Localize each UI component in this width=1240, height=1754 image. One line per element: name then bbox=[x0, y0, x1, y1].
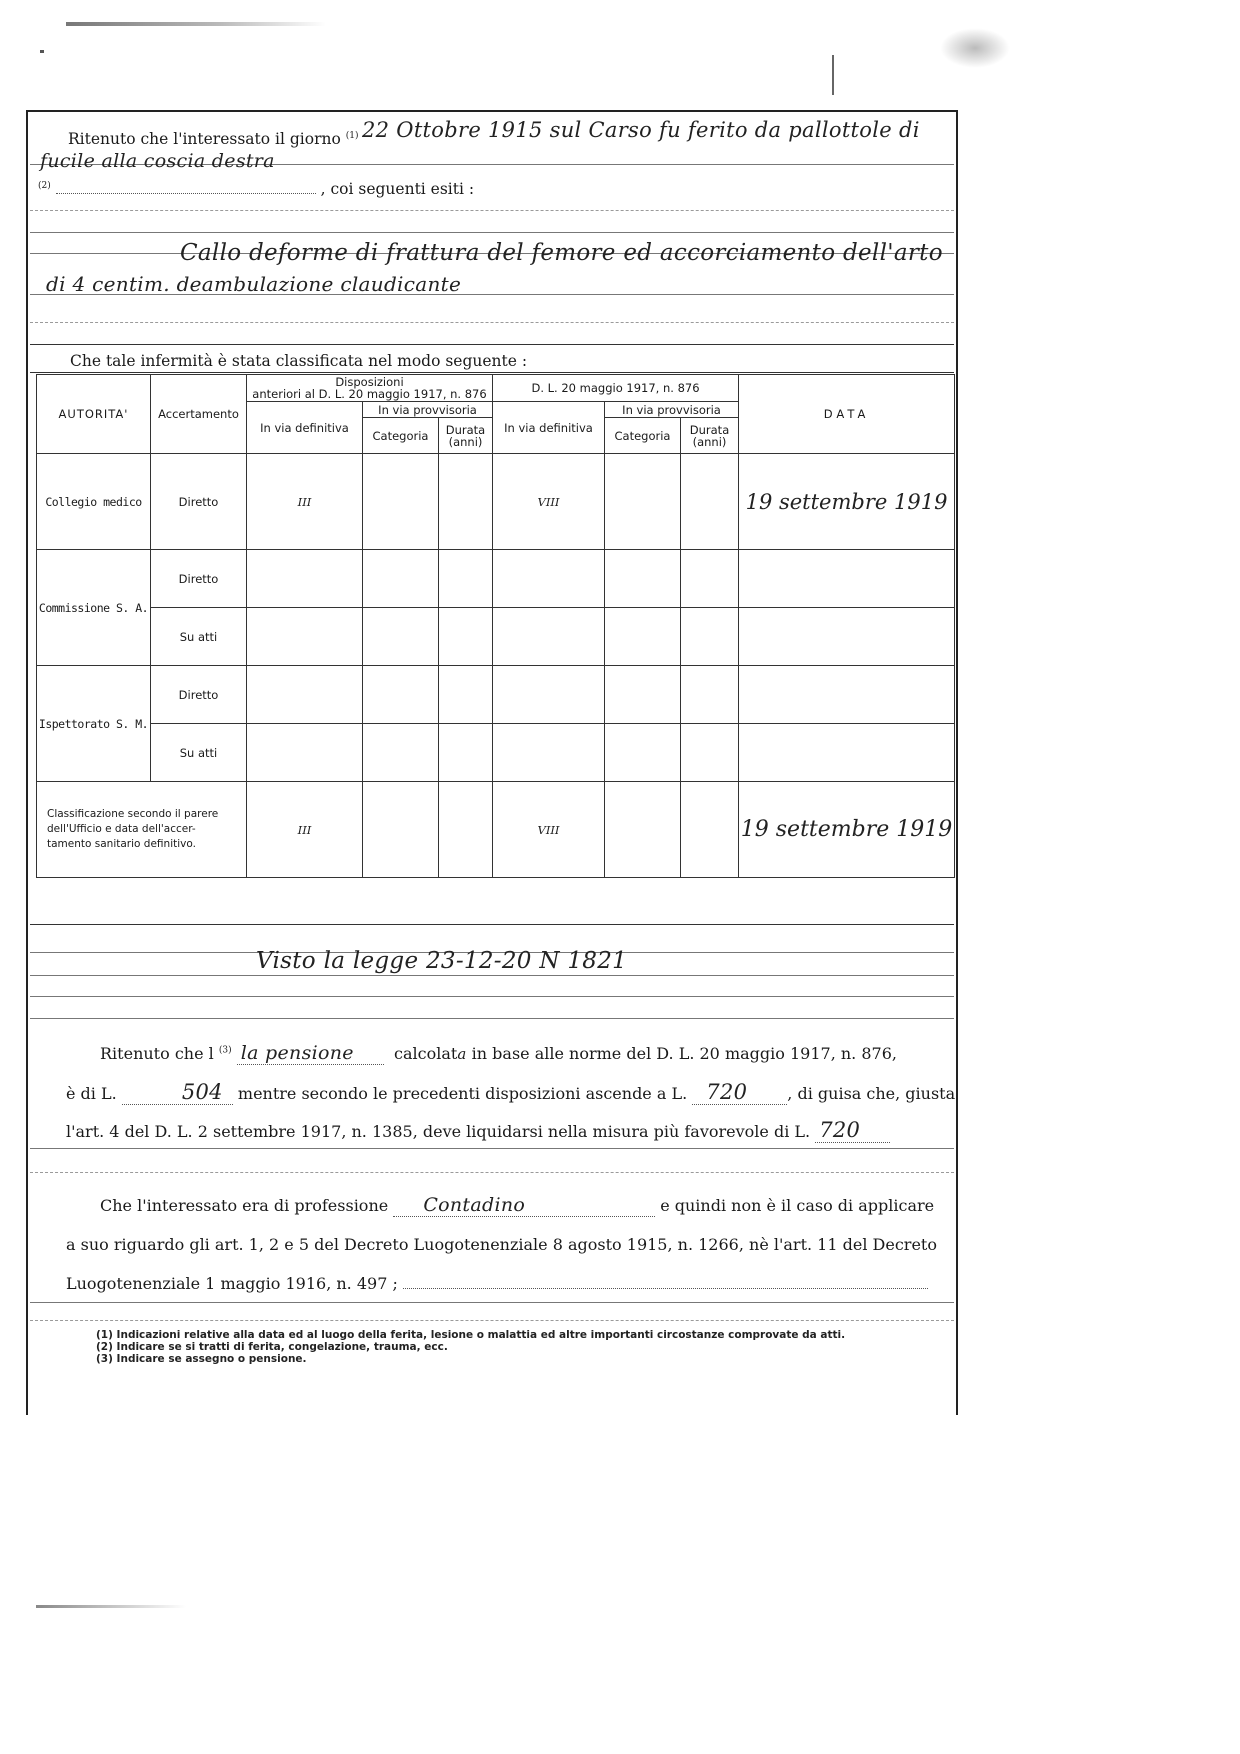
empty-cell bbox=[439, 724, 493, 782]
professione-blank bbox=[403, 1276, 928, 1289]
rule bbox=[30, 975, 954, 976]
empty-cell bbox=[605, 666, 681, 724]
ritenuto-prefix: Ritenuto che l'interessato il giorno $^{(1)}$ bbox=[68, 130, 359, 148]
empty-cell bbox=[439, 666, 493, 724]
giusta-text: , di guisa che, giusta bbox=[787, 1084, 956, 1103]
rule bbox=[30, 1018, 954, 1019]
speck bbox=[40, 50, 44, 53]
base-text: in base alle norme del D. L. 20 maggio 1917, n. 876, bbox=[471, 1044, 897, 1063]
calcolat-suffix: a bbox=[457, 1045, 467, 1063]
rule bbox=[30, 322, 954, 323]
accertamento-diretto: Diretto bbox=[151, 666, 247, 724]
rule bbox=[30, 232, 954, 233]
empty-cell bbox=[605, 724, 681, 782]
empty-cell bbox=[439, 550, 493, 608]
empty-cell bbox=[605, 608, 681, 666]
row-label-commissione: Commissione S. A. bbox=[37, 550, 151, 666]
empty-cell bbox=[681, 608, 739, 666]
ritenuto-che: Ritenuto che l bbox=[100, 1044, 214, 1063]
rule bbox=[30, 924, 954, 925]
accertamento-su-atti: Su atti bbox=[151, 608, 247, 666]
footnote-ref-2: (2) bbox=[38, 180, 51, 191]
importo-favorevole: 720 bbox=[815, 1118, 890, 1143]
header-disp-anteriori-line2: anteriori al D. L. 20 maggio 1917, n. 876 bbox=[252, 387, 487, 401]
importo-nuovo: 504 bbox=[122, 1080, 233, 1105]
e-di-l: è di L. bbox=[66, 1084, 117, 1103]
tipo-handwritten: la pensione bbox=[237, 1042, 384, 1065]
art4-text: l'art. 4 del D. L. 2 settembre 1917, n. 1385, deve liquidarsi nella misura più favorevole di L. bbox=[66, 1122, 811, 1141]
header-accertamento: Accertamento bbox=[151, 375, 247, 454]
mentre-text: mentre secondo le precedenti disposizioni ascende a L. bbox=[237, 1084, 688, 1103]
empty-cell bbox=[439, 608, 493, 666]
esiti-label: , coi seguenti esiti : bbox=[320, 180, 475, 198]
accertamento-diretto: Diretto bbox=[151, 454, 247, 550]
classificazione-line1: Classificazione secondo il parere bbox=[47, 808, 219, 820]
calcolo-line2 bbox=[66, 1080, 955, 1104]
speck bbox=[832, 55, 834, 95]
empty-cell bbox=[439, 782, 493, 878]
header-provv-dl: In via provvisoria bbox=[605, 402, 739, 418]
empty-cell bbox=[363, 550, 439, 608]
empty-cell bbox=[681, 782, 739, 878]
empty-cell bbox=[363, 454, 439, 550]
row-label-collegio: Collegio medico bbox=[37, 454, 151, 550]
empty-cell bbox=[739, 724, 955, 782]
row-commissione-diretto bbox=[37, 550, 955, 608]
empty-cell bbox=[739, 550, 955, 608]
rule bbox=[30, 996, 954, 997]
empty-cell bbox=[605, 550, 681, 608]
row-label-ispettorato: Ispettorato S. M. bbox=[37, 666, 151, 782]
row-commissione-su-atti bbox=[37, 608, 955, 666]
empty-cell bbox=[247, 724, 363, 782]
header-durata-line2: (anni) bbox=[692, 434, 727, 449]
header-def-dl: In via definitiva bbox=[493, 402, 605, 454]
collegio-def-dl: VIII bbox=[493, 454, 605, 550]
header-durata-line1: Durata bbox=[689, 422, 730, 437]
empty-cell bbox=[247, 666, 363, 724]
rule bbox=[30, 210, 954, 211]
rule bbox=[30, 372, 954, 373]
empty-cell bbox=[363, 724, 439, 782]
classificazione-line3: tamento sanitario definitivo. bbox=[47, 838, 196, 850]
scan-top-edge bbox=[66, 22, 326, 26]
rule bbox=[30, 344, 954, 345]
empty-cell bbox=[739, 608, 955, 666]
rule bbox=[30, 1148, 954, 1149]
header-provv-anteriore: In via provvisoria bbox=[363, 402, 493, 418]
empty-cell bbox=[605, 782, 681, 878]
accertamento-diretto: Diretto bbox=[151, 550, 247, 608]
classificazione-line2: dell'Ufficio e data dell'accer- bbox=[47, 823, 196, 835]
empty-cell bbox=[605, 454, 681, 550]
header-durata-line1: Durata bbox=[445, 422, 486, 437]
empty-cell bbox=[681, 550, 739, 608]
scan-bottom-edge bbox=[36, 1605, 186, 1608]
classification-table bbox=[36, 374, 955, 878]
empty-cell bbox=[681, 666, 739, 724]
footnote-2: (2) Indicare se si tratti di ferita, congelazione, trauma, ecc. bbox=[96, 1341, 448, 1353]
footnote-3: (3) Indicare se assegno o pensione. bbox=[96, 1353, 307, 1365]
classif-def-dl: VIII bbox=[493, 782, 605, 878]
professione-line3-text: Luogotenenziale 1 maggio 1916, n. 497 ; bbox=[66, 1274, 398, 1293]
empty-cell bbox=[247, 550, 363, 608]
header-categoria-anteriore: Categoria bbox=[363, 418, 439, 454]
empty-cell bbox=[681, 454, 739, 550]
empty-cell bbox=[247, 608, 363, 666]
esiti-blank bbox=[56, 181, 316, 194]
ref-3: (3) bbox=[218, 1045, 232, 1056]
empty-cell bbox=[493, 608, 605, 666]
row-ispettorato-su-atti bbox=[37, 724, 955, 782]
empty-cell bbox=[363, 782, 439, 878]
professione-suffix: e quindi non è il caso di applicare bbox=[660, 1196, 935, 1215]
header-durata-line2: (anni) bbox=[448, 434, 483, 449]
header-durata-anteriore bbox=[439, 418, 493, 454]
row-classificazione bbox=[37, 782, 955, 878]
row-label-classificazione bbox=[37, 782, 247, 878]
scan-top-right-mark bbox=[940, 28, 1010, 68]
empty-cell bbox=[363, 666, 439, 724]
professione-line3 bbox=[66, 1274, 928, 1293]
classif-def-anteriore: III bbox=[247, 782, 363, 878]
empty-cell bbox=[363, 608, 439, 666]
header-categoria-dl: Categoria bbox=[605, 418, 681, 454]
professione-line2: a suo riguardo gli art. 1, 2 e 5 del Decreto Luogotenenziale 8 agosto 1915, n. 1266, nè l'art. 11 del Decreto bbox=[66, 1235, 937, 1254]
footnote-ref-1: (1) bbox=[345, 130, 359, 141]
visto-handwritten: Visto la legge 23-12-20 N 1821 bbox=[256, 948, 628, 974]
classificata-label: Che tale infermità è stata classificata nel modo seguente : bbox=[70, 352, 528, 370]
giorno-handwritten: 22 Ottobre 1915 sul Carso fu ferito da pallottole di bbox=[362, 118, 920, 142]
collegio-data: 19 settembre 1919 bbox=[739, 454, 955, 550]
calcolat-text: calcolat bbox=[394, 1044, 458, 1063]
professione-handwritten: Contadino bbox=[393, 1194, 655, 1217]
header-disp-anteriori bbox=[247, 375, 493, 402]
esiti-row bbox=[38, 180, 474, 198]
empty-cell bbox=[739, 666, 955, 724]
calcolo-line3 bbox=[66, 1118, 890, 1142]
rule bbox=[30, 1320, 954, 1321]
continuation-handwritten: fucile alla coscia destra bbox=[40, 150, 275, 172]
footnotes bbox=[96, 1329, 845, 1365]
empty-cell bbox=[493, 550, 605, 608]
rule bbox=[30, 1302, 954, 1303]
rule bbox=[30, 1172, 954, 1173]
row-collegio-medico bbox=[37, 454, 955, 550]
professione-line1 bbox=[100, 1194, 934, 1216]
collegio-def-anteriore: III bbox=[247, 454, 363, 550]
empty-cell bbox=[493, 666, 605, 724]
classif-data: 19 settembre 1919 bbox=[739, 782, 955, 878]
header-durata-dl bbox=[681, 418, 739, 454]
row-ispettorato-diretto bbox=[37, 666, 955, 724]
header-data: DATA bbox=[739, 375, 955, 454]
header-autorita: AUTORITA' bbox=[37, 375, 151, 454]
calcolo-line1 bbox=[100, 1042, 897, 1064]
professione-prefix: Che l'interessato era di professione bbox=[100, 1196, 389, 1215]
importo-precedente: 720 bbox=[692, 1080, 787, 1105]
empty-cell bbox=[439, 454, 493, 550]
esiti-handwritten-line2: di 4 centim. deambulazione claudicante bbox=[46, 272, 462, 296]
accertamento-su-atti: Su atti bbox=[151, 724, 247, 782]
header-disp-anteriori-line1: Disposizioni bbox=[335, 375, 404, 389]
footnote-1: (1) Indicazioni relative alla data ed al luogo della ferita, lesione o malattia ed altre importanti circostanze comprovate da atti. bbox=[96, 1329, 846, 1341]
empty-cell bbox=[681, 724, 739, 782]
header-dl-1917: D. L. 20 maggio 1917, n. 876 bbox=[493, 375, 739, 402]
esiti-handwritten-line1: Callo deforme di frattura del femore ed accorciamento dell'arto bbox=[180, 240, 943, 266]
empty-cell bbox=[493, 724, 605, 782]
header-def-anteriore: In via definitiva bbox=[247, 402, 363, 454]
